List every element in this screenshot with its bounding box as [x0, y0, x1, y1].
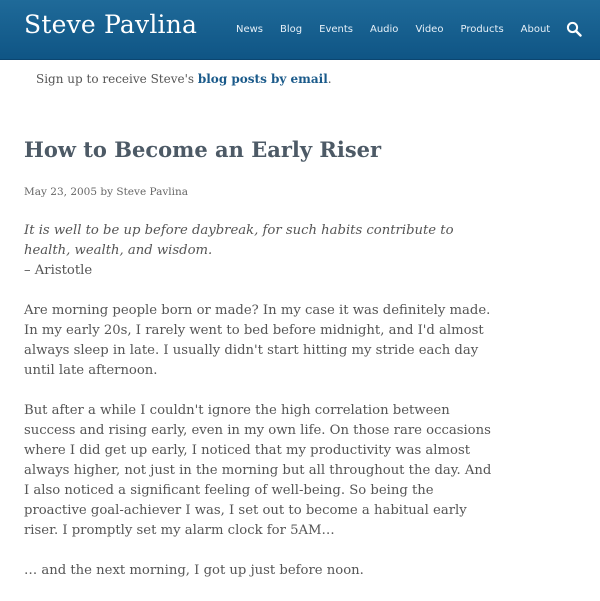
- paragraph: But after a while I couldn't ignore the high correlation between success and rising early, even in my own life. On those rare occasions where I did get up early, I noticed that my productivity was almost always higher, not just in the morning but all throughout the day. And I also noticed a significant feeling of well-being. So being the proactive goal-achiever I was, I set out to become a habitual early riser. I promptly set my alarm clock for 5AM…: [24, 403, 492, 538]
- nav-news[interactable]: News: [236, 24, 264, 35]
- search-icon[interactable]: [566, 21, 582, 37]
- site-header: [0, 0, 600, 60]
- nav-blog[interactable]: Blog: [280, 24, 303, 35]
- blog-posts-email-link[interactable]: blog posts by email: [197, 72, 328, 86]
- nav-audio[interactable]: Audio: [370, 24, 399, 35]
- article-author: Steve Pavlina: [116, 186, 189, 198]
- signup-prefix: Sign up to receive Steve's: [36, 72, 198, 86]
- site-title-link[interactable]: Steve Pavlina: [24, 10, 198, 39]
- quote-text: It is well to be up before daybreak, for such habits contribute to health, wealth, and wisdom.: [24, 223, 454, 258]
- byline-by: by: [97, 186, 117, 198]
- signup-suffix: .: [327, 72, 332, 86]
- paragraph: … and the next morning, I got up just before noon.: [24, 563, 364, 578]
- article-title: How to Become an Early Riser: [24, 137, 382, 162]
- email-signup-notice: [36, 72, 332, 86]
- nav-products[interactable]: Products: [460, 24, 504, 35]
- main-nav: [236, 0, 567, 59]
- article-byline: [24, 186, 188, 198]
- epigraph: [24, 221, 494, 281]
- article-date: May 23, 2005: [24, 186, 98, 198]
- nav-video[interactable]: Video: [415, 24, 444, 35]
- article-body: [24, 221, 494, 601]
- nav-about[interactable]: About: [520, 24, 551, 35]
- paragraph: Are morning people born or made? In my case it was definitely made. In my early 20s, I rarely went to bed before midnight, and I'd almost always sleep in late. I usually didn't start hitting my stride each day until late afternoon.: [24, 303, 491, 378]
- quote-author: – Aristotle: [24, 263, 93, 278]
- nav-events[interactable]: Events: [319, 24, 353, 35]
